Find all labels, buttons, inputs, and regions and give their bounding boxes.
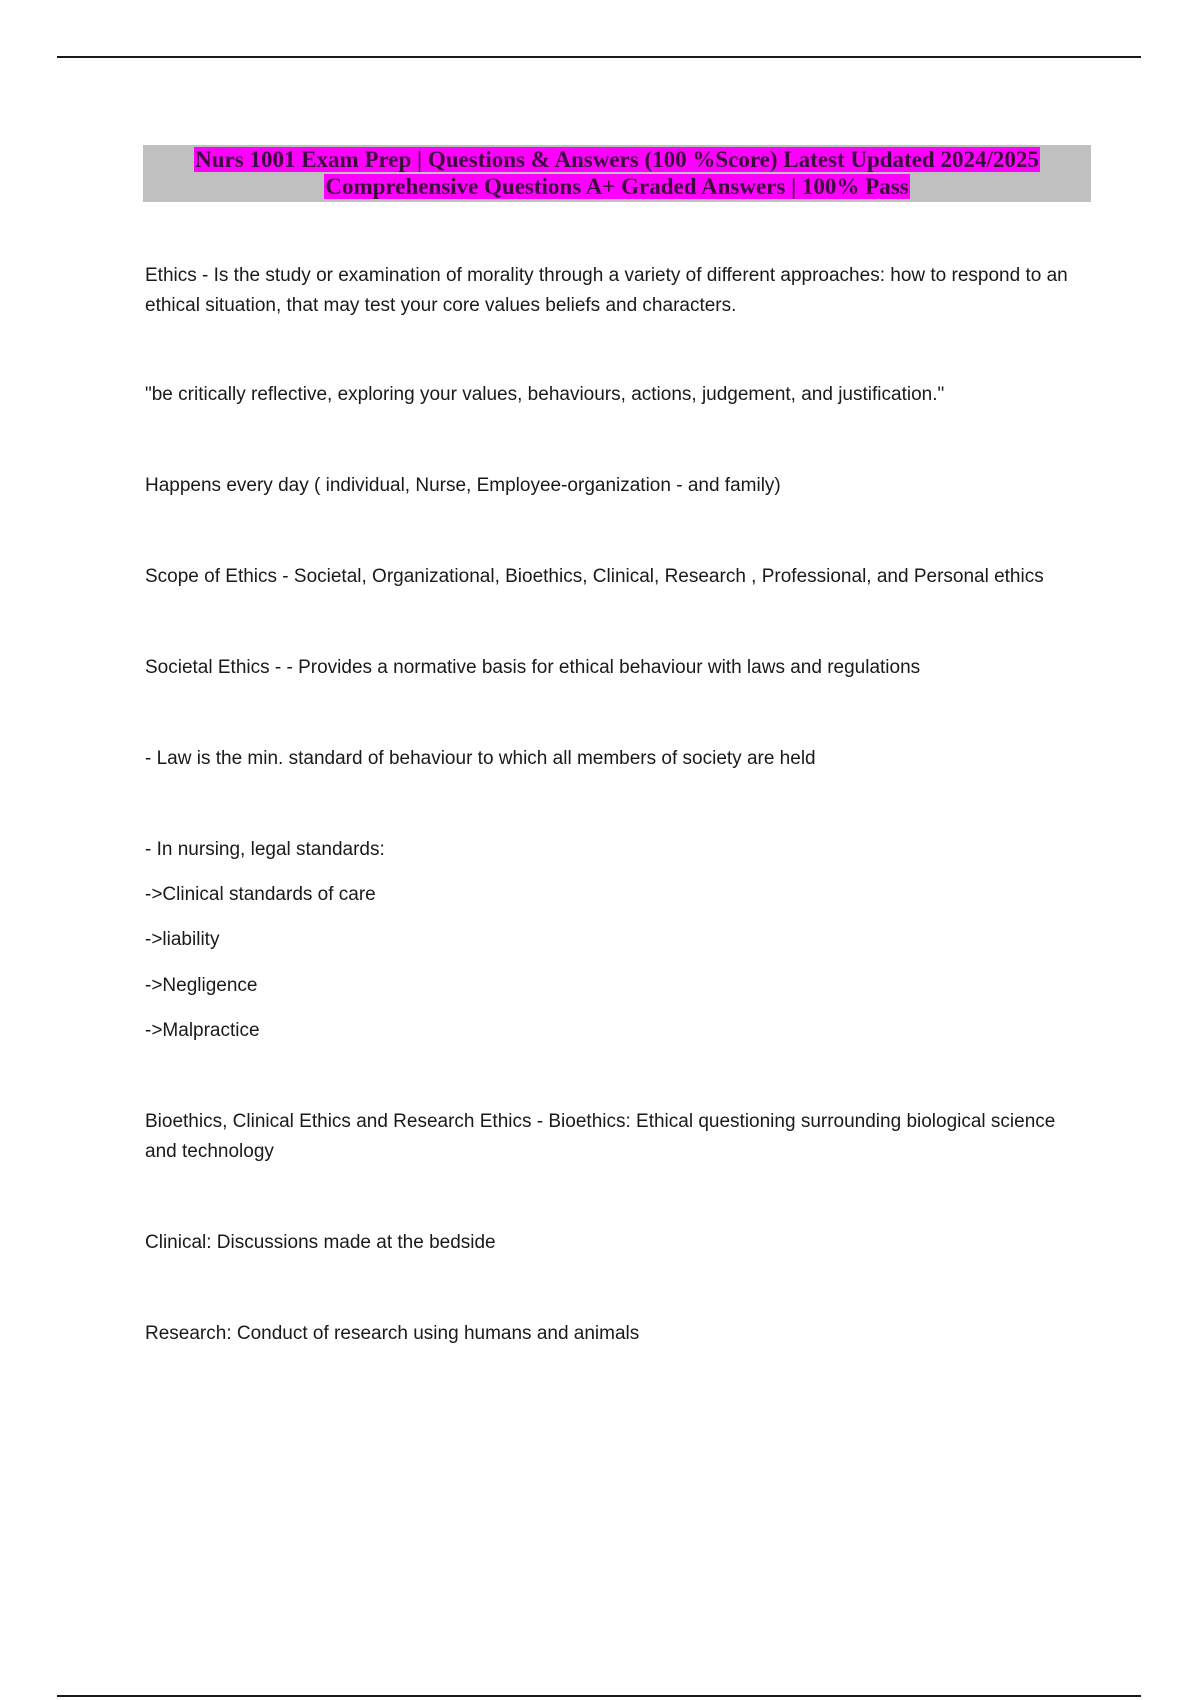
legal-item: ->Malpractice [145, 1020, 260, 1041]
law-min-standard: - Law is the min. standard of behaviour to which all members of society are held [145, 748, 816, 769]
research-definition: Research: Conduct of research using humans and animals [145, 1323, 640, 1344]
societal-ethics: Societal Ethics - - Provides a normative basis for ethical behaviour with laws and regulations [145, 657, 921, 678]
bioethics-definition: Bioethics, Clinical Ethics and Research Ethics - Bioethics: Ethical questioning surrounding biological science and technology [145, 1111, 1056, 1162]
legal-item: ->Negligence [145, 975, 258, 996]
bottom-rule [57, 1695, 1141, 1697]
ethics-definition: Ethics - Is the study or examination of morality through a variety of different approaches: how to respond to an ethical situation, that may test your core values beliefs and characters. [145, 265, 1068, 316]
clinical-definition: Clinical: Discussions made at the bedside [145, 1232, 496, 1253]
reflective-quote: "be critically reflective, exploring your values, behaviours, actions, judgement, and justification." [145, 384, 945, 405]
legal-item: ->liability [145, 929, 220, 950]
title-line-1: Nurs 1001 Exam Prep | Questions & Answers (100 %Score) Latest Updated 2024/2025 [195, 147, 1039, 172]
nursing-legal-standards: - In nursing, legal standards: [145, 839, 385, 860]
happens-every-day: Happens every day ( individual, Nurse, Employee-organization - and family) [145, 475, 781, 496]
legal-item: ->Clinical standards of care [145, 884, 376, 905]
document-title [143, 145, 1091, 202]
scope-of-ethics: Scope of Ethics - Societal, Organizational, Bioethics, Clinical, Research , Professional, and Personal ethics [145, 566, 1044, 587]
top-rule [57, 56, 1141, 58]
title-line-2: Comprehensive Questions A+ Graded Answers | 100% Pass [325, 174, 909, 199]
